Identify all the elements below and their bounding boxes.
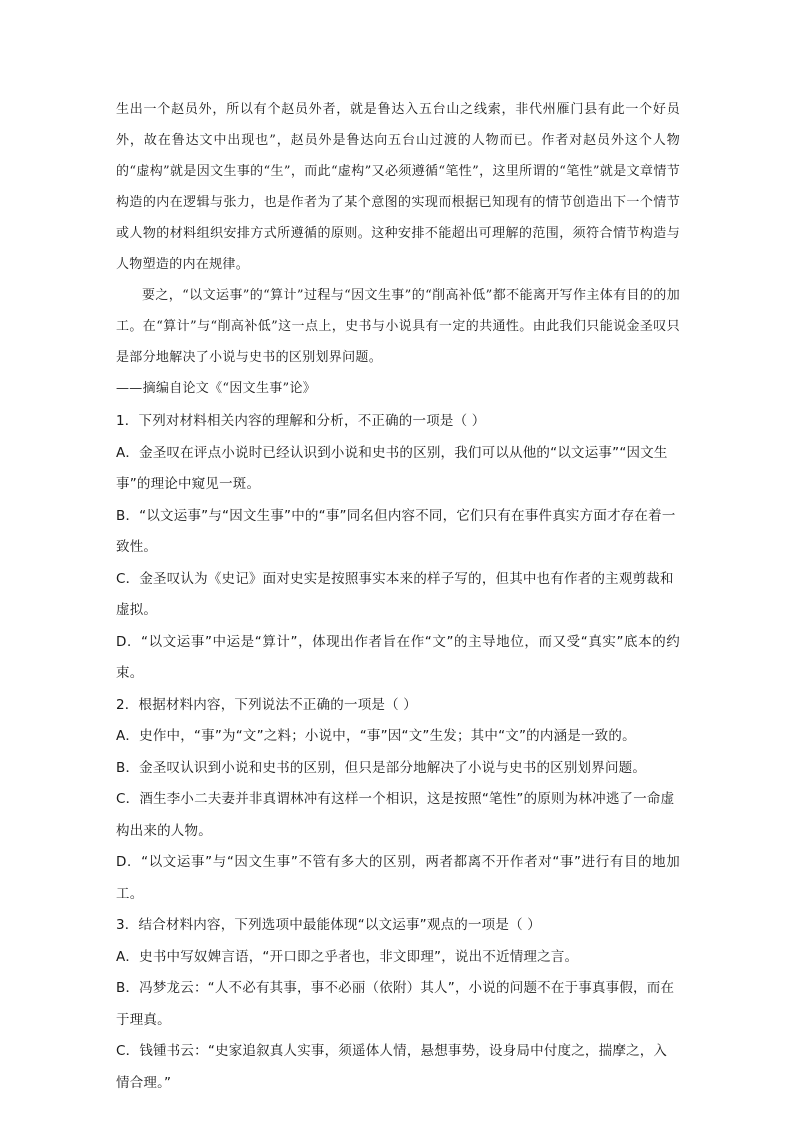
question-3-option-b-cont: 于理真。 [116,1011,171,1028]
question-3-option-b: B．冯梦龙云：“人不必有其事，事不必丽（依附）其人”，小说的问题不在于事真事假，而在 [116,980,675,996]
question-1-option-c-cont: 虚拟。 [116,602,158,618]
question-1-option-c: C．金圣叹认为《史记》面对史实是按照事实本来的样子写的，但其中也有作者的主观剪裁和 [116,570,674,587]
reading-passage [116,94,680,404]
question-section [116,406,680,1099]
question-1-stem: 1．下列对材料相关内容的理解和分析，不正确的一项是（ ） [116,413,486,429]
question-2-stem: 2．根据材料内容，下列说法不正确的一项是（ ） [116,696,417,713]
question-2-option-a: A．史作中，“事”为“文”之料；小说中，“事”因“文”生发；其中“文”的内涵是一致的。 [116,728,636,744]
question-3-option-c: C．钱锺书云：“史家追叙真人实事，须遥体人情，悬想事势，设身局中付度之，揣摩之，入 [116,1043,668,1059]
question-2-option-c: C．酒生李小二夫妻并非真谓林冲有这样一个相识，这是按照“笔性”的原则为林冲逃了一命虚 [116,791,675,807]
question-1-option-d: D．“以文运事”中运是“算计”，体现出作者旨在作“文”的主导地位，而又受“真实”底本的约束。 [116,633,680,681]
question-3-stem: 3．结合材料内容，下列选项中最能体现“以文运事”观点的一项是（ ） [116,917,541,933]
passage-paragraph-1: 生出一个赵员外，所以有个赵员外者，就是鲁达入五台山之线索，非代州雁门县有此一个好员外，故在鲁达文中出现也”，赵员外是鲁达向五台山过渡的人物而已。作者对赵员外这个人物的“虚构”就是因文生事的“生”，而此“虚构”又必须遵循“笔性”，这里所谓的“笔性”就是文章情节构造的内在逻辑与张力，也是作者为了某个意图的实现而根据已知现有的情节创造出下一个情节或人物的材料组织安排方式所遵循的原则。这种安排不能超出可理解的范围，须符合情节构造与人物塑造的内在规律。 [116,102,680,272]
question-2-option-d: D．“以文运事”与“因文生事”不管有多大的区别，两者都离不开作者对“事”进行有目的地加工。 [116,854,680,902]
question-3-option-c-cont: 情合理。” [116,1074,172,1091]
question-1-option-b-cont: 致性。 [116,539,158,555]
question-1-option-a-cont: 事”的理论中窥见一斑。 [116,476,261,492]
passage-citation: ——摘编自论文《“因文生事”论》 [116,381,317,396]
question-1-option-b: B．“以文运事”与“因文生事”中的“事”同名但内容不同，它们只有在事件真实方面才存在着一 [116,507,676,524]
question-3-option-a: A．史书中写奴婢言语，“开口即之乎者也，非文即理”，说出不近情理之言。 [116,948,579,965]
question-2-option-b: B．金圣叹认识到小说和史书的区别，但只是部分地解决了小说与史书的区别划界问题。 [116,759,647,776]
document-page [116,94,680,1099]
question-1-option-a: A．金圣叹在评点小说时已经认识到小说和史书的区别，我们可以从他的“以文运事”“因文生 [116,444,668,461]
question-2-option-c-cont: 构出来的人物。 [116,822,212,839]
passage-paragraph-2: 要之，“以文运事”的“算计”过程与“因文生事”的“削高补低”都不能离开写作主体有目的的加工。在“算计”与“削高补低”这一点上，史书与小说具有一定的共通性。由此我们只能说金圣叹只是部分地解决了小说与史书的区别划界问题。 [116,288,680,365]
